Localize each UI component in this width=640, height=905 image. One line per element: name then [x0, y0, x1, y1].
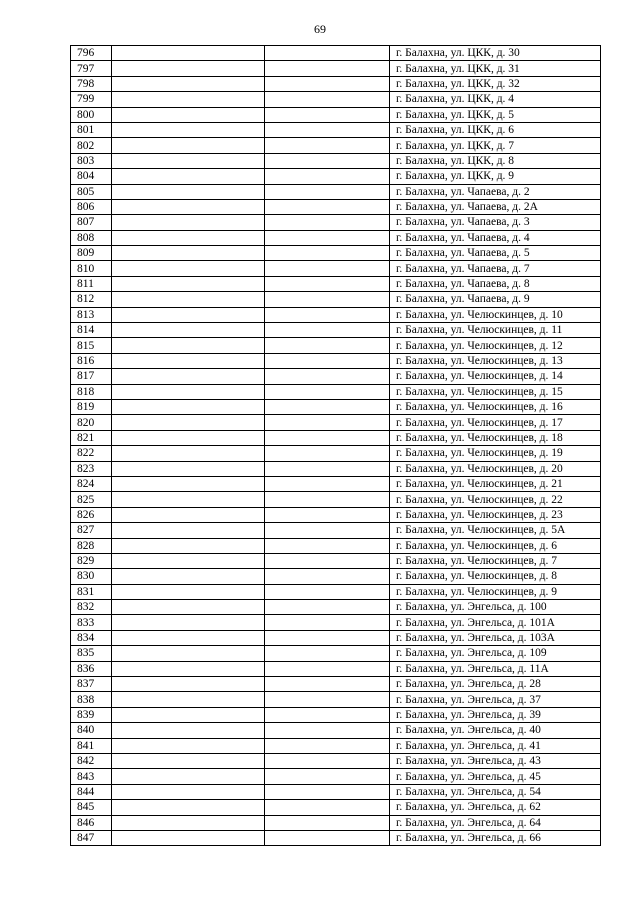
- address-cell: г. Балахна, ул. Челюскинцев, д. 7: [390, 553, 601, 568]
- row-number: 809: [71, 246, 112, 261]
- row-number: 820: [71, 415, 112, 430]
- address-cell: г. Балахна, ул. Энгельса, д. 103А: [390, 630, 601, 645]
- table-row: [71, 384, 601, 399]
- empty-cell: [265, 415, 390, 430]
- row-number: 826: [71, 507, 112, 522]
- empty-cell: [265, 384, 390, 399]
- empty-cell: [265, 753, 390, 768]
- empty-cell: [112, 800, 265, 815]
- row-number: 807: [71, 215, 112, 230]
- table-row: [71, 738, 601, 753]
- row-number: 843: [71, 769, 112, 784]
- address-cell: г. Балахна, ул. Челюскинцев, д. 21: [390, 476, 601, 491]
- empty-cell: [112, 107, 265, 122]
- address-table: [70, 45, 601, 846]
- table-row: [71, 584, 601, 599]
- table-row: [71, 307, 601, 322]
- row-number: 806: [71, 199, 112, 214]
- address-cell: г. Балахна, ул. Чапаева, д. 9: [390, 292, 601, 307]
- address-cell: г. Балахна, ул. Чапаева, д. 2: [390, 184, 601, 199]
- table-row: [71, 784, 601, 799]
- address-cell: г. Балахна, ул. Челюскинцев, д. 18: [390, 430, 601, 445]
- table-row: [71, 261, 601, 276]
- empty-cell: [112, 338, 265, 353]
- address-cell: г. Балахна, ул. Челюскинцев, д. 13: [390, 353, 601, 368]
- row-number: 834: [71, 630, 112, 645]
- empty-cell: [112, 138, 265, 153]
- table-row: [71, 661, 601, 676]
- empty-cell: [112, 630, 265, 645]
- empty-cell: [112, 815, 265, 830]
- table-row: [71, 215, 601, 230]
- address-cell: г. Балахна, ул. Челюскинцев, д. 9: [390, 584, 601, 599]
- empty-cell: [265, 523, 390, 538]
- table-row: [71, 122, 601, 137]
- address-cell: г. Балахна, ул. Энгельса, д. 64: [390, 815, 601, 830]
- address-cell: г. Балахна, ул. Челюскинцев, д. 10: [390, 307, 601, 322]
- row-number: 801: [71, 122, 112, 137]
- table-row: [71, 615, 601, 630]
- empty-cell: [265, 476, 390, 491]
- row-number: 812: [71, 292, 112, 307]
- table-row: [71, 323, 601, 338]
- empty-cell: [265, 307, 390, 322]
- table-row: [71, 338, 601, 353]
- empty-cell: [265, 446, 390, 461]
- table-row: [71, 600, 601, 615]
- empty-cell: [265, 92, 390, 107]
- empty-cell: [265, 138, 390, 153]
- address-cell: г. Балахна, ул. Челюскинцев, д. 12: [390, 338, 601, 353]
- empty-cell: [265, 46, 390, 61]
- empty-cell: [265, 323, 390, 338]
- table-row: [71, 138, 601, 153]
- address-cell: г. Балахна, ул. Энгельса, д. 43: [390, 753, 601, 768]
- empty-cell: [265, 430, 390, 445]
- empty-cell: [265, 399, 390, 414]
- empty-cell: [112, 215, 265, 230]
- empty-cell: [265, 215, 390, 230]
- address-cell: г. Балахна, ул. Челюскинцев, д. 11: [390, 323, 601, 338]
- empty-cell: [265, 538, 390, 553]
- table-row: [71, 184, 601, 199]
- empty-cell: [112, 753, 265, 768]
- row-number: 815: [71, 338, 112, 353]
- table-row: [71, 430, 601, 445]
- address-cell: г. Балахна, ул. Энгельса, д. 101А: [390, 615, 601, 630]
- empty-cell: [265, 830, 390, 845]
- empty-cell: [265, 61, 390, 76]
- empty-cell: [112, 261, 265, 276]
- empty-cell: [265, 677, 390, 692]
- row-number: 823: [71, 461, 112, 476]
- empty-cell: [112, 476, 265, 491]
- empty-cell: [265, 646, 390, 661]
- row-number: 799: [71, 92, 112, 107]
- address-cell: г. Балахна, ул. ЦКК, д. 31: [390, 61, 601, 76]
- empty-cell: [112, 61, 265, 76]
- empty-cell: [265, 292, 390, 307]
- address-cell: г. Балахна, ул. Челюскинцев, д. 17: [390, 415, 601, 430]
- table-row: [71, 92, 601, 107]
- row-number: 798: [71, 76, 112, 91]
- empty-cell: [265, 276, 390, 291]
- table-row: [71, 246, 601, 261]
- address-cell: г. Балахна, ул. Чапаева, д. 2А: [390, 199, 601, 214]
- row-number: 796: [71, 46, 112, 61]
- empty-cell: [112, 169, 265, 184]
- empty-cell: [112, 646, 265, 661]
- empty-cell: [265, 153, 390, 168]
- row-number: 825: [71, 492, 112, 507]
- empty-cell: [112, 199, 265, 214]
- empty-cell: [112, 292, 265, 307]
- empty-cell: [112, 461, 265, 476]
- empty-cell: [265, 553, 390, 568]
- address-cell: г. Балахна, ул. ЦКК, д. 6: [390, 122, 601, 137]
- row-number: 839: [71, 707, 112, 722]
- row-number: 827: [71, 523, 112, 538]
- empty-cell: [265, 199, 390, 214]
- empty-cell: [265, 615, 390, 630]
- row-number: 813: [71, 307, 112, 322]
- empty-cell: [265, 122, 390, 137]
- empty-cell: [112, 677, 265, 692]
- table-row: [71, 399, 601, 414]
- address-cell: г. Балахна, ул. Энгельса, д. 28: [390, 677, 601, 692]
- table-row: [71, 830, 601, 845]
- empty-cell: [265, 246, 390, 261]
- table-row: [71, 476, 601, 491]
- empty-cell: [112, 492, 265, 507]
- empty-cell: [112, 615, 265, 630]
- empty-cell: [112, 738, 265, 753]
- empty-cell: [112, 830, 265, 845]
- empty-cell: [112, 600, 265, 615]
- table-row: [71, 630, 601, 645]
- empty-cell: [265, 800, 390, 815]
- address-cell: г. Балахна, ул. Чапаева, д. 3: [390, 215, 601, 230]
- empty-cell: [112, 769, 265, 784]
- row-number: 805: [71, 184, 112, 199]
- empty-cell: [265, 769, 390, 784]
- address-cell: г. Балахна, ул. Челюскинцев, д. 15: [390, 384, 601, 399]
- row-number: 819: [71, 399, 112, 414]
- row-number: 847: [71, 830, 112, 845]
- row-number: 830: [71, 569, 112, 584]
- table-row: [71, 76, 601, 91]
- empty-cell: [112, 307, 265, 322]
- table-row: [71, 446, 601, 461]
- empty-cell: [112, 369, 265, 384]
- address-cell: г. Балахна, ул. Энгельса, д. 66: [390, 830, 601, 845]
- table-row: [71, 169, 601, 184]
- empty-cell: [265, 230, 390, 245]
- address-table-body: [71, 46, 601, 846]
- row-number: 808: [71, 230, 112, 245]
- table-row: [71, 523, 601, 538]
- table-row: [71, 707, 601, 722]
- row-number: 800: [71, 107, 112, 122]
- empty-cell: [265, 815, 390, 830]
- page-number: 69: [314, 22, 326, 36]
- address-cell: г. Балахна, ул. Челюскинцев, д. 22: [390, 492, 601, 507]
- table-row: [71, 723, 601, 738]
- table-row: [71, 369, 601, 384]
- empty-cell: [265, 584, 390, 599]
- empty-cell: [265, 261, 390, 276]
- empty-cell: [265, 692, 390, 707]
- empty-cell: [112, 323, 265, 338]
- empty-cell: [112, 384, 265, 399]
- address-cell: г. Балахна, ул. Челюскинцев, д. 20: [390, 461, 601, 476]
- table-row: [71, 753, 601, 768]
- table-row: [71, 276, 601, 291]
- address-cell: г. Балахна, ул. Челюскинцев, д. 16: [390, 399, 601, 414]
- table-row: [71, 199, 601, 214]
- address-cell: г. Балахна, ул. Энгельса, д. 37: [390, 692, 601, 707]
- address-cell: г. Балахна, ул. ЦКК, д. 5: [390, 107, 601, 122]
- row-number: 822: [71, 446, 112, 461]
- address-cell: г. Балахна, ул. Чапаева, д. 7: [390, 261, 601, 276]
- empty-cell: [112, 276, 265, 291]
- empty-cell: [265, 107, 390, 122]
- row-number: 810: [71, 261, 112, 276]
- empty-cell: [265, 76, 390, 91]
- empty-cell: [265, 661, 390, 676]
- empty-cell: [112, 415, 265, 430]
- row-number: 837: [71, 677, 112, 692]
- empty-cell: [112, 538, 265, 553]
- row-number: 829: [71, 553, 112, 568]
- empty-cell: [112, 692, 265, 707]
- row-number: 817: [71, 369, 112, 384]
- table-row: [71, 800, 601, 815]
- empty-cell: [112, 584, 265, 599]
- table-row: [71, 769, 601, 784]
- empty-cell: [265, 507, 390, 522]
- table-row: [71, 569, 601, 584]
- table-row: [71, 46, 601, 61]
- table-row: [71, 507, 601, 522]
- address-cell: г. Балахна, ул. Чапаева, д. 8: [390, 276, 601, 291]
- row-number: 821: [71, 430, 112, 445]
- address-cell: г. Балахна, ул. ЦКК, д. 4: [390, 92, 601, 107]
- address-cell: г. Балахна, ул. Энгельса, д. 45: [390, 769, 601, 784]
- empty-cell: [265, 338, 390, 353]
- empty-cell: [112, 507, 265, 522]
- empty-cell: [112, 399, 265, 414]
- table-row: [71, 415, 601, 430]
- empty-cell: [112, 246, 265, 261]
- table-row: [71, 677, 601, 692]
- table-row: [71, 815, 601, 830]
- empty-cell: [112, 569, 265, 584]
- table-row: [71, 646, 601, 661]
- row-number: 838: [71, 692, 112, 707]
- empty-cell: [265, 723, 390, 738]
- address-cell: г. Балахна, ул. ЦКК, д. 9: [390, 169, 601, 184]
- empty-cell: [265, 600, 390, 615]
- empty-cell: [112, 784, 265, 799]
- empty-cell: [265, 353, 390, 368]
- address-cell: г. Балахна, ул. Челюскинцев, д. 8: [390, 569, 601, 584]
- row-number: 831: [71, 584, 112, 599]
- row-number: 804: [71, 169, 112, 184]
- empty-cell: [112, 153, 265, 168]
- row-number: 833: [71, 615, 112, 630]
- table-row: [71, 492, 601, 507]
- empty-cell: [112, 76, 265, 91]
- empty-cell: [112, 661, 265, 676]
- empty-cell: [265, 461, 390, 476]
- empty-cell: [112, 430, 265, 445]
- address-cell: г. Балахна, ул. Энгельса, д. 109: [390, 646, 601, 661]
- row-number: 816: [71, 353, 112, 368]
- row-number: 811: [71, 276, 112, 291]
- address-cell: г. Балахна, ул. Энгельса, д. 41: [390, 738, 601, 753]
- table-row: [71, 153, 601, 168]
- address-cell: г. Балахна, ул. Челюскинцев, д. 5А: [390, 523, 601, 538]
- empty-cell: [265, 738, 390, 753]
- empty-cell: [265, 707, 390, 722]
- address-cell: г. Балахна, ул. ЦКК, д. 8: [390, 153, 601, 168]
- row-number: 828: [71, 538, 112, 553]
- empty-cell: [265, 569, 390, 584]
- table-row: [71, 292, 601, 307]
- row-number: 842: [71, 753, 112, 768]
- address-cell: г. Балахна, ул. Энгельса, д. 39: [390, 707, 601, 722]
- address-cell: г. Балахна, ул. Чапаева, д. 4: [390, 230, 601, 245]
- row-number: 844: [71, 784, 112, 799]
- empty-cell: [265, 184, 390, 199]
- table-row: [71, 692, 601, 707]
- empty-cell: [112, 723, 265, 738]
- row-number: 818: [71, 384, 112, 399]
- address-cell: г. Балахна, ул. ЦКК, д. 7: [390, 138, 601, 153]
- row-number: 802: [71, 138, 112, 153]
- empty-cell: [112, 184, 265, 199]
- row-number: 840: [71, 723, 112, 738]
- row-number: 846: [71, 815, 112, 830]
- row-number: 832: [71, 600, 112, 615]
- empty-cell: [112, 707, 265, 722]
- row-number: 797: [71, 61, 112, 76]
- address-cell: г. Балахна, ул. Челюскинцев, д. 23: [390, 507, 601, 522]
- row-number: 841: [71, 738, 112, 753]
- table-row: [71, 107, 601, 122]
- table-row: [71, 553, 601, 568]
- address-cell: г. Балахна, ул. ЦКК, д. 32: [390, 76, 601, 91]
- empty-cell: [112, 92, 265, 107]
- address-cell: г. Балахна, ул. Энгельса, д. 11А: [390, 661, 601, 676]
- address-cell: г. Балахна, ул. Энгельса, д. 54: [390, 784, 601, 799]
- empty-cell: [112, 46, 265, 61]
- address-cell: г. Балахна, ул. Чапаева, д. 5: [390, 246, 601, 261]
- address-cell: г. Балахна, ул. Челюскинцев, д. 14: [390, 369, 601, 384]
- address-cell: г. Балахна, ул. Энгельса, д. 62: [390, 800, 601, 815]
- table-row: [71, 230, 601, 245]
- address-cell: г. Балахна, ул. Челюскинцев, д. 6: [390, 538, 601, 553]
- table-row: [71, 61, 601, 76]
- row-number: 824: [71, 476, 112, 491]
- empty-cell: [265, 369, 390, 384]
- row-number: 814: [71, 323, 112, 338]
- empty-cell: [112, 446, 265, 461]
- address-cell: г. Балахна, ул. ЦКК, д. 30: [390, 46, 601, 61]
- address-cell: г. Балахна, ул. Энгельса, д. 40: [390, 723, 601, 738]
- empty-cell: [112, 523, 265, 538]
- row-number: 845: [71, 800, 112, 815]
- empty-cell: [112, 553, 265, 568]
- empty-cell: [112, 230, 265, 245]
- row-number: 835: [71, 646, 112, 661]
- row-number: 803: [71, 153, 112, 168]
- empty-cell: [265, 630, 390, 645]
- row-number: 836: [71, 661, 112, 676]
- table-row: [71, 461, 601, 476]
- address-cell: г. Балахна, ул. Энгельса, д. 100: [390, 600, 601, 615]
- table-row: [71, 353, 601, 368]
- address-cell: г. Балахна, ул. Челюскинцев, д. 19: [390, 446, 601, 461]
- empty-cell: [265, 492, 390, 507]
- table-row: [71, 538, 601, 553]
- empty-cell: [265, 784, 390, 799]
- empty-cell: [112, 122, 265, 137]
- empty-cell: [112, 353, 265, 368]
- empty-cell: [265, 169, 390, 184]
